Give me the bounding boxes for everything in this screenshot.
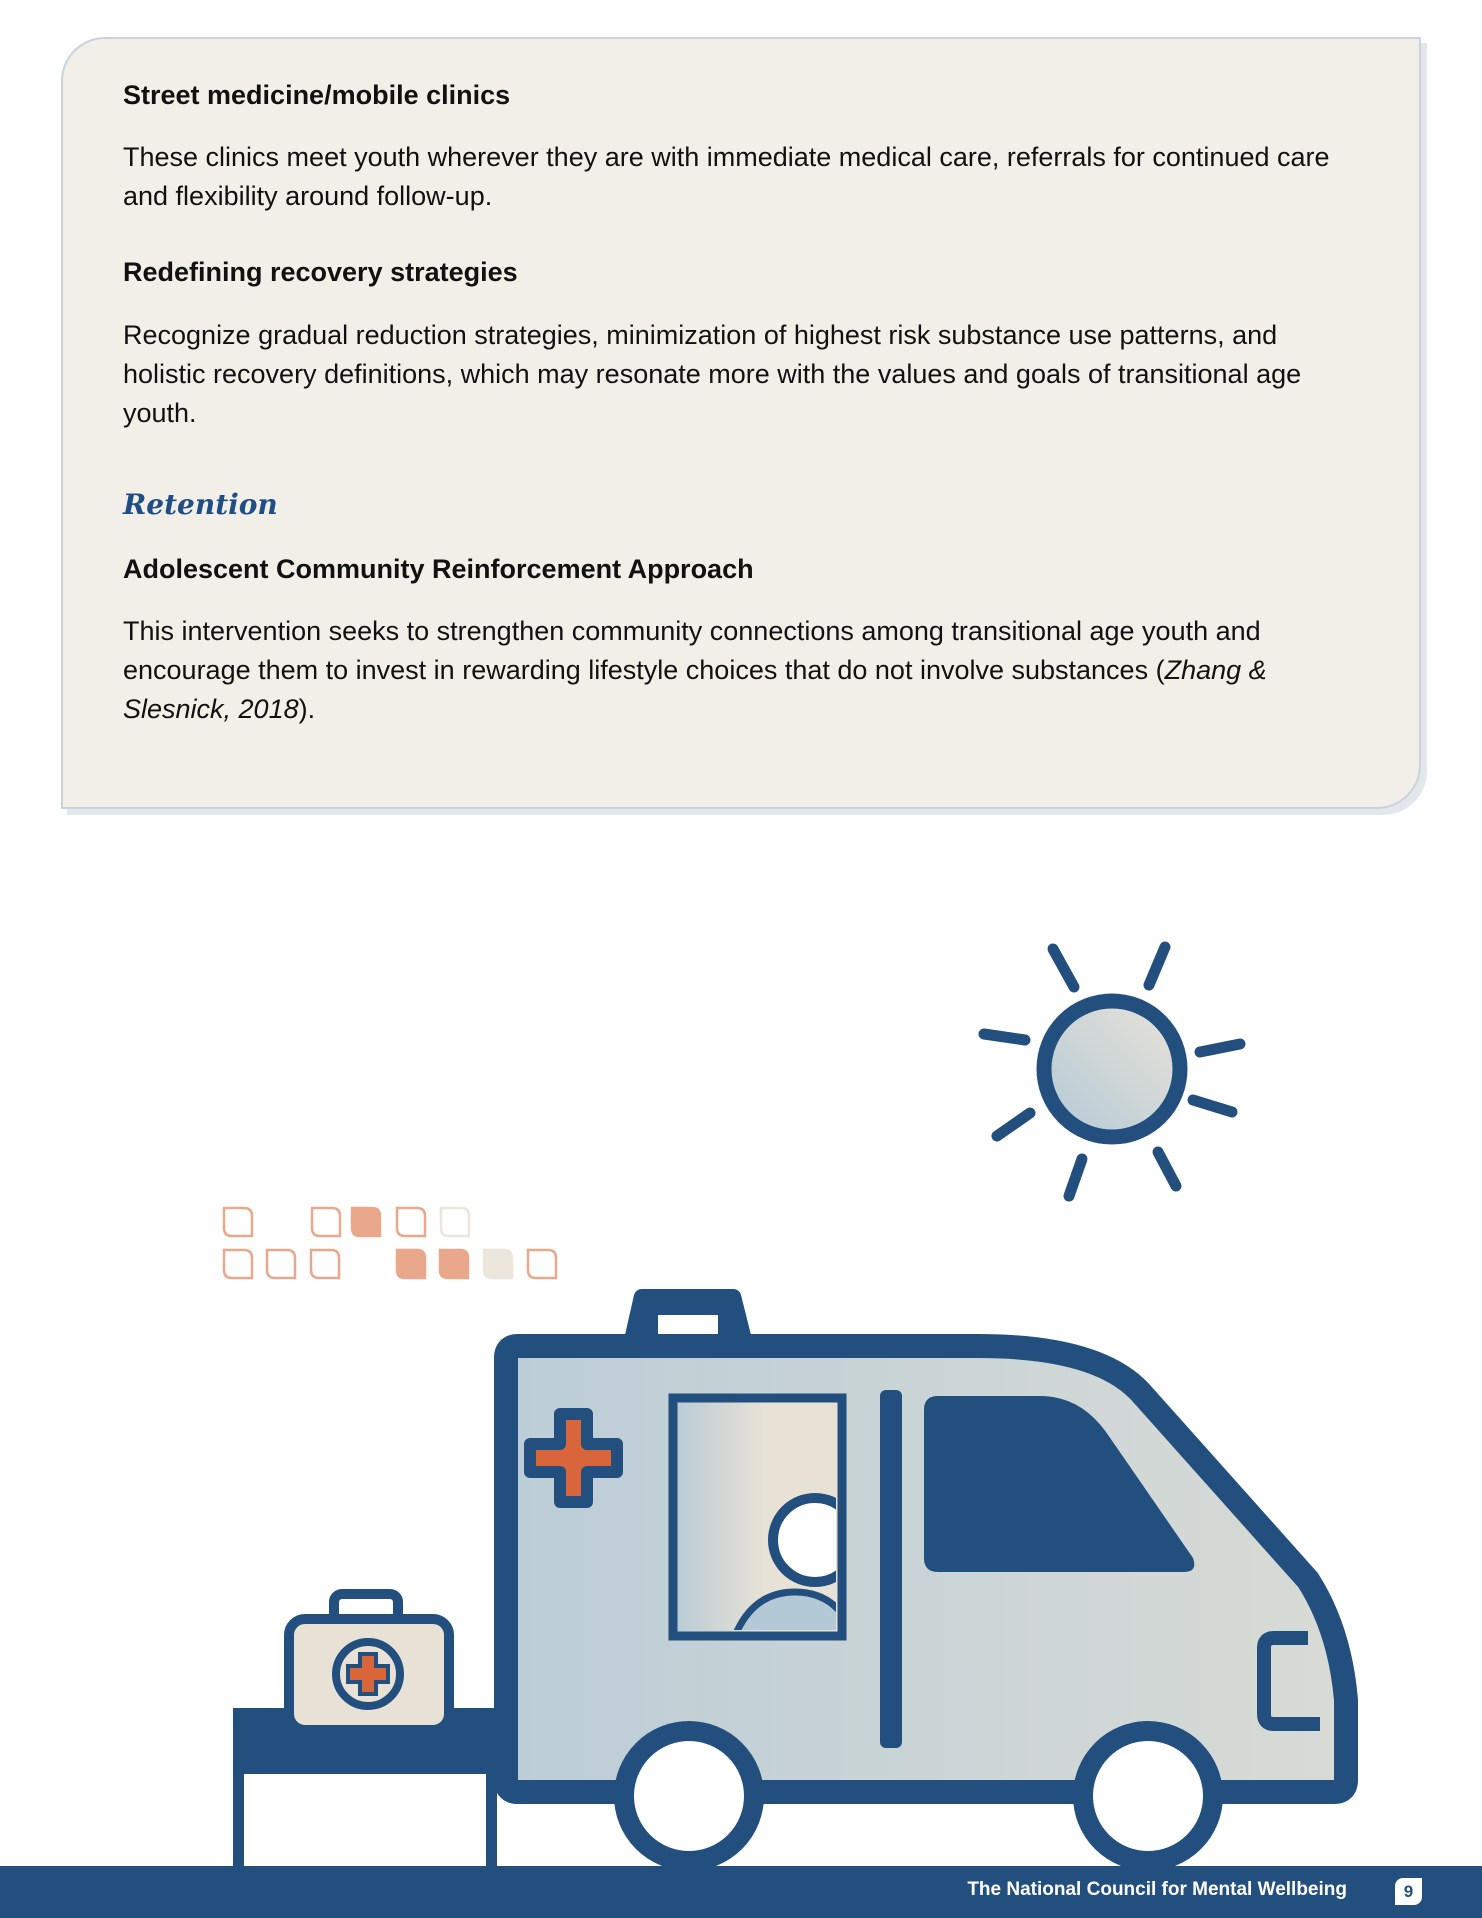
paragraph-acra-end: ). (298, 694, 316, 725)
paragraph-acra (123, 612, 1359, 729)
medical-cross-icon (530, 1414, 617, 1502)
ambulance-van-icon (506, 1289, 1346, 1861)
page-footer (0, 1866, 1482, 1918)
table-icon (233, 1708, 501, 1868)
paragraph-acra-text: This intervention seeks to strengthen community connections among transitional age youth and encourage them to invest in rewarding lifestyle choices that do not involve substances ( (123, 616, 1261, 686)
decorative-tile-pattern (224, 1208, 556, 1278)
heading-street-medicine: Street medicine/mobile clinics (123, 80, 511, 110)
page-number: 9 (1395, 1878, 1422, 1905)
citation: Zhang & Slesnick, 2018 (123, 655, 1267, 725)
first-aid-kit-icon (289, 1594, 449, 1730)
heading-acra: Adolescent Community Reinforcement Approach (123, 553, 754, 584)
callout-box (61, 37, 1421, 809)
heading-redefining-recovery: Redefining recovery strategies (123, 257, 518, 288)
paragraph-street-medicine: These clinics meet youth wherever they are with immediate medical care, referrals for continued care and flexibility around follow-up. (123, 142, 1330, 212)
footer-organization: The National Council for Mental Wellbeing (967, 1879, 1347, 1900)
section-heading-retention: Retention (123, 487, 278, 521)
sun-icon (984, 947, 1240, 1196)
person-icon (735, 1498, 857, 1636)
paragraph-redefining-recovery: Recognize gradual reduction strategies, minimization of highest risk substance use patterns, and holistic recovery definitions, which may resonate more with the values and goals of transitional age youth. (123, 319, 1302, 428)
